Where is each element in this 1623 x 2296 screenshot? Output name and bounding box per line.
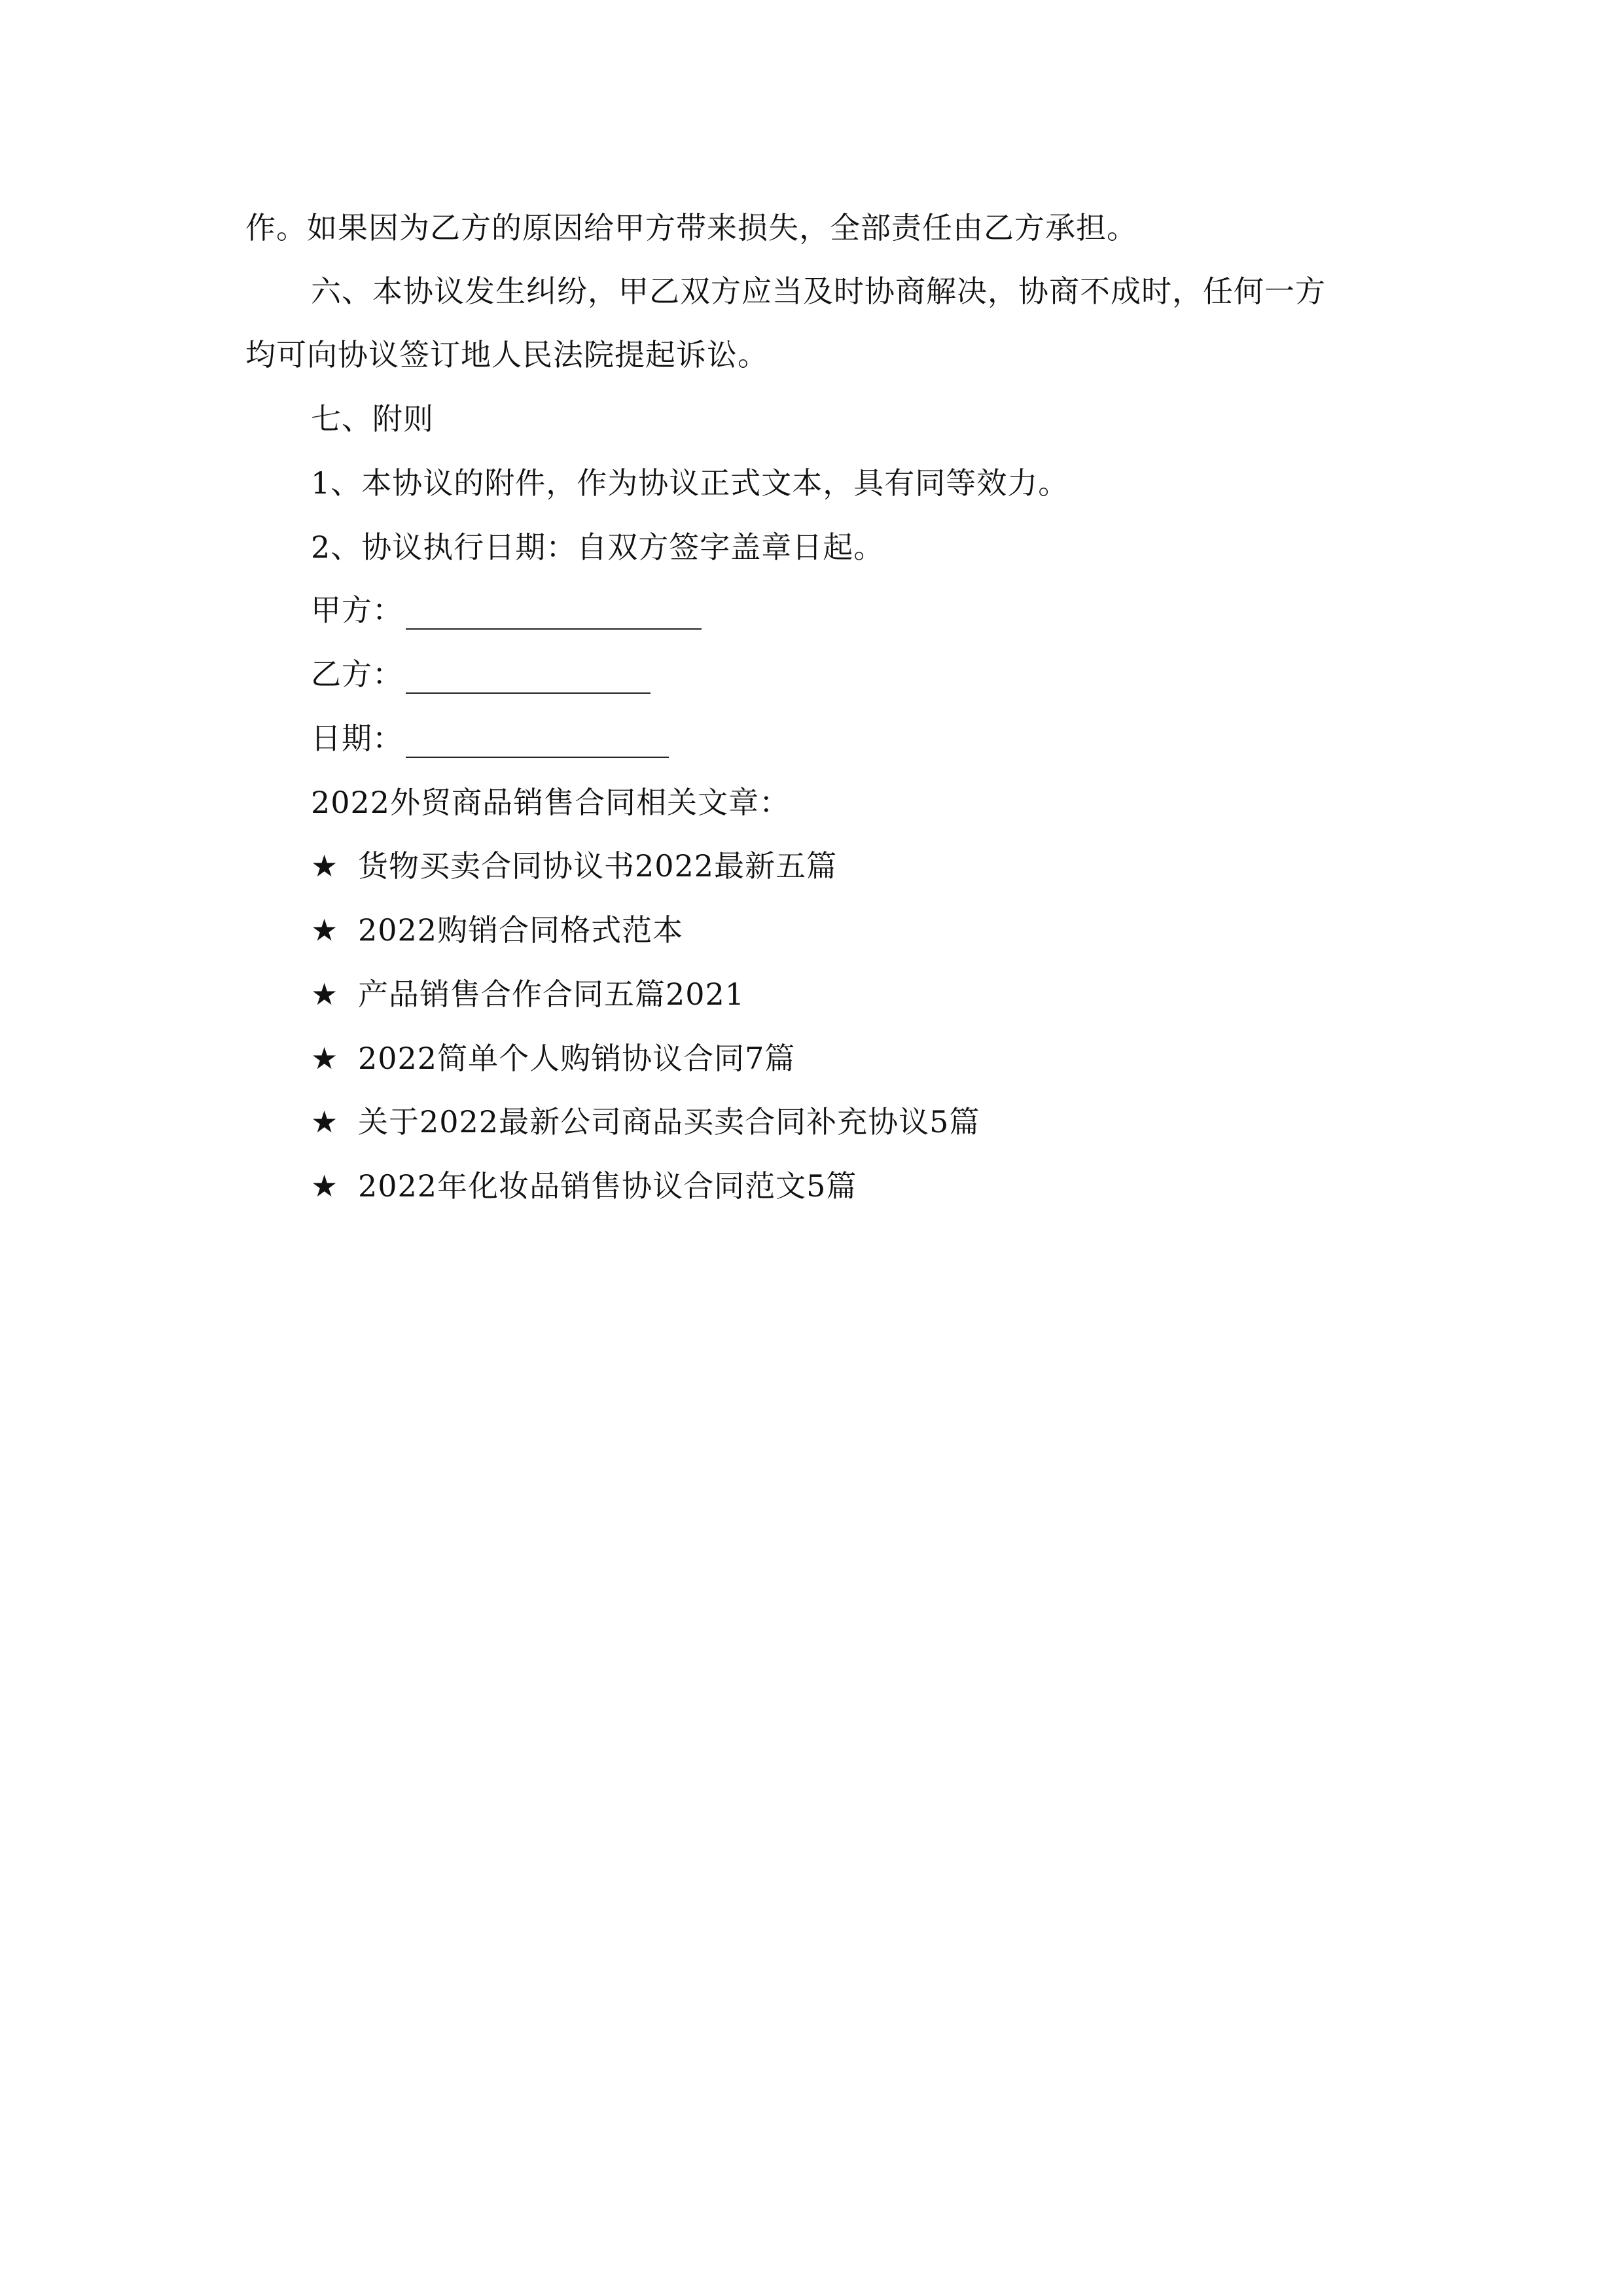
party-a-signature-blank [406,598,702,630]
related-article-link[interactable] [311,1039,795,1078]
star-icon: ★ [311,1104,339,1139]
date-signature-blank [406,726,669,758]
signature-date [311,719,669,758]
related-article-title[interactable]: 产品销售合作合同五篇2021 [358,977,745,1012]
related-article-link[interactable] [311,1166,857,1206]
related-article-link[interactable] [311,846,837,886]
clause-seven-heading: 七、附则 [311,401,434,437]
related-article-link[interactable] [311,975,745,1014]
star-icon: ★ [311,848,339,884]
related-article-link[interactable] [311,910,683,950]
paragraph-continuation: 作。如果因为乙方的原因给甲方带来损失，全部责任由乙方承担。 [245,210,1137,245]
related-article-title[interactable]: 2022简单个人购销协议合同7篇 [358,1041,796,1076]
related-article-title[interactable]: 2022购销合同格式范本 [358,912,684,948]
related-article-title[interactable]: 关于2022最新公司商品买卖合同补充协议5篇 [358,1104,980,1139]
signature-party-b [311,655,651,694]
related-articles-heading: 2022外贸商品销售合同相关文章： [311,785,791,820]
party-b-label: 乙方： [311,656,403,692]
related-article-title[interactable]: 2022年化妆品销售协议合同范文5篇 [358,1168,857,1204]
clause-seven-item-1: 1、本协议的附件，作为协议正式文本，具有同等效力。 [311,465,1069,501]
clause-six-line-1: 六、本协议发生纠纷，甲乙双方应当及时协商解决，协商不成时，任何一方 [311,274,1326,309]
star-icon: ★ [311,1041,339,1076]
party-a-label: 甲方： [311,592,403,628]
clause-seven-item-2: 2、协议执行日期：自双方签字盖章日起。 [311,529,885,565]
star-icon: ★ [311,1168,339,1204]
date-label: 日期： [311,721,403,756]
clause-six-line-2: 均可向协议签订地人民法院提起诉讼。 [245,337,768,372]
related-article-link[interactable] [311,1102,980,1141]
signature-party-a [311,590,702,630]
star-icon: ★ [311,912,339,948]
star-icon: ★ [311,977,339,1012]
related-article-title[interactable]: 货物买卖合同协议书2022最新五篇 [358,848,838,884]
party-b-signature-blank [406,662,651,694]
